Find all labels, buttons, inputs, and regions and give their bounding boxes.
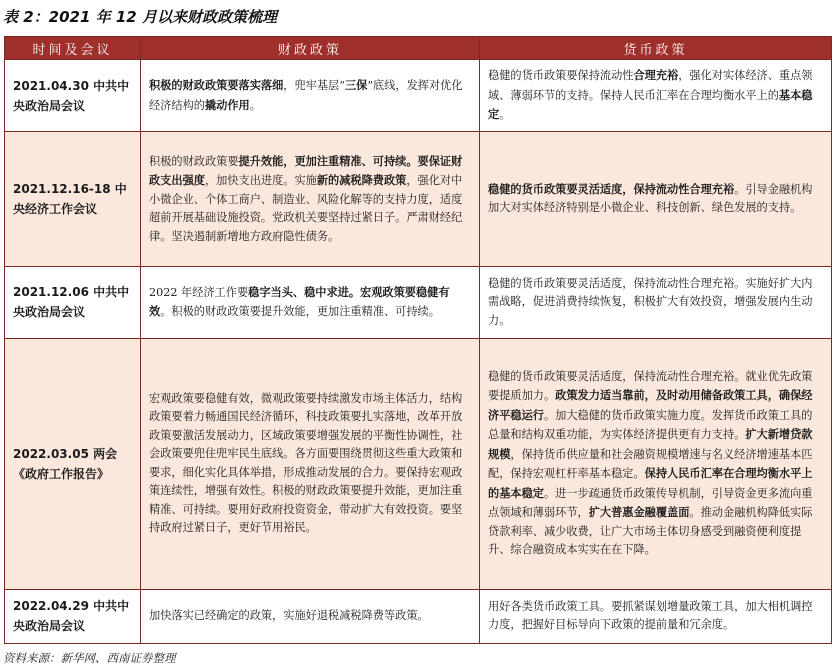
table-row — [5, 338, 832, 589]
header-monetary: 货币政策 — [480, 37, 832, 60]
header-meeting: 时间及会议 — [5, 37, 141, 60]
body-text: ”底线，发挥对优化经济结构的 — [149, 79, 463, 112]
fiscal-cell — [141, 132, 480, 266]
highlight-text: 积极的财政政策要落实落细 — [149, 78, 284, 93]
highlight-text: 保持人民币汇率在合理均衡水平上的基本稳定 — [488, 466, 813, 500]
body-text: 。进一步疏通货币政策传导机制，引导资金更多流向重点领域和薄弱环节， — [488, 486, 813, 520]
table-row — [5, 60, 832, 132]
highlight-text: 稳健的货币政策要灵活适度，保持流动性合理充裕 — [488, 181, 735, 196]
body-text: ，保持货币供应量和社会融资规模增速与名义经济增速基本匹配，保持宏观杠杆率基本稳定。 — [488, 447, 813, 481]
header-fiscal: 财政政策 — [141, 37, 480, 60]
header-row — [5, 37, 832, 60]
table-title: 表 2：2021 年 12 月以来财政政策梳理 — [3, 8, 277, 26]
monetary-cell — [480, 132, 832, 266]
body-text: ，加快支出进度。实施 — [204, 174, 317, 188]
body-text: 稳健的货币政策要灵活适度，保持流动性合理充裕。实施好扩大内需战略，促进消费持续恢复，积极扩大有效投资，增强发展内生动力。 — [488, 276, 813, 327]
policy-table — [4, 36, 832, 644]
body-text: ，强化对中小微企业、个体工商户、制造业、风险化解等的支持力度，适度超前开展基础设施投资。党政机关要坚持过紧日子。严肃财经纪律。坚决遏制新增地方政府隐性债务。 — [149, 174, 463, 243]
highlight-text: 稳字当头、稳中求进。宏观政策要稳健有效 — [149, 284, 450, 319]
highlight-text: 提升效能，更加注重精准、可持续。要保证财政支出强度 — [149, 153, 463, 188]
body-text: 积极的财政政策要 — [149, 154, 239, 168]
fiscal-cell — [141, 60, 480, 132]
monetary-cell — [480, 60, 832, 132]
highlight-text: 政策发力适当靠前，及时动用储备政策工具，确保经济平稳运行 — [488, 388, 813, 422]
table-row — [5, 132, 832, 266]
source-note: 资料来源：新华网、西南证券整理 — [3, 651, 176, 665]
monetary-cell — [480, 589, 832, 643]
body-text: 稳健的货币政策要保持流动性 — [488, 69, 634, 83]
meeting-cell: 2021.04.30 中共中央政治局会议 — [5, 60, 141, 132]
meeting-cell: 2021.12.16-18 中央经济工作会议 — [5, 132, 141, 266]
body-text: 。加大稳健的货币政策实施力度。发挥货币政策工具的总量和结构双重功能，为实体经济提供更有力支持。 — [488, 408, 813, 442]
highlight-text: 扩大新增贷款规模 — [488, 427, 813, 461]
body-text: 。积极的财政政策要提升效能，更加注重精准、可持续。 — [160, 305, 440, 319]
meeting-cell: 2022.03.05 两会《政府工作报告》 — [5, 338, 141, 589]
highlight-text: 三保 — [344, 78, 368, 93]
body-text: 。 — [249, 98, 261, 112]
table-row — [5, 266, 832, 338]
highlight-text: 合理充裕 — [633, 68, 679, 83]
body-text: 。 — [499, 108, 511, 122]
meeting-cell: 2022.04.29 中共中央政治局会议 — [5, 589, 141, 643]
body-text: 用好各类货币政策工具。要抓紧谋划增量政策工具，加大相机调控力度，把握好目标导向下政策的提前量和冗余度。 — [488, 599, 813, 632]
body-text: ，兜牢基层“ — [283, 79, 345, 93]
body-text: 2022 年经济工作要 — [149, 285, 249, 299]
body-text: ，强化对实体经济、重点领域、薄弱环节的支持。保持人民币汇率在合理均衡水平上的 — [488, 69, 813, 102]
table-row — [5, 589, 832, 643]
monetary-cell — [480, 338, 832, 589]
highlight-text: 基本稳定 — [488, 87, 813, 122]
body-text: 。推动金融机构降低实际贷款利率、减少收费，让广大市场主体切身感受到融资便利度提升、综合融资成本实实在在下降。 — [488, 506, 813, 557]
highlight-text: 扩大普惠金融覆盖面 — [588, 505, 690, 520]
fiscal-cell — [141, 589, 480, 643]
body-text: 。引导金融机构加大对实体经济特别是小微企业、科技创新、绿色发展的支持。 — [488, 182, 813, 215]
fiscal-cell — [141, 266, 480, 338]
highlight-text: 新的减税降费政策 — [316, 173, 407, 188]
body-text: 宏观政策要稳健有效，微观政策要持续激发市场主体活力，结构政策要着力畅通国民经济循环，科技政策要扎实落地，改革开放政策要激活发展动力，区域政策要增强发展的平衡性协调性，社会政策要兜住兜牢民生底线。各方面要围绕贯彻这些重大政策和要求，细化实化具体举措，形成推动发展的合力。要保持宏观政策连续性，增强有效性。积极的财政政策要提升效能，更加注重精准、可持续。要用好政府投资资金，带动扩大有效投资。要坚持政府过紧日子，更好节用裕民。 — [149, 391, 463, 535]
highlight-text: 撬动作用 — [204, 97, 250, 112]
monetary-cell — [480, 266, 832, 338]
meeting-cell: 2021.12.06 中共中央政治局会议 — [5, 266, 141, 338]
body-text: 稳健的货币政策要灵活适度，保持流动性合理充裕。就业优先政策要提质加力。 — [488, 369, 813, 403]
body-text: 加快落实已经确定的政策，实施好退税减税降费等政策。 — [149, 609, 429, 623]
fiscal-cell — [141, 338, 480, 589]
